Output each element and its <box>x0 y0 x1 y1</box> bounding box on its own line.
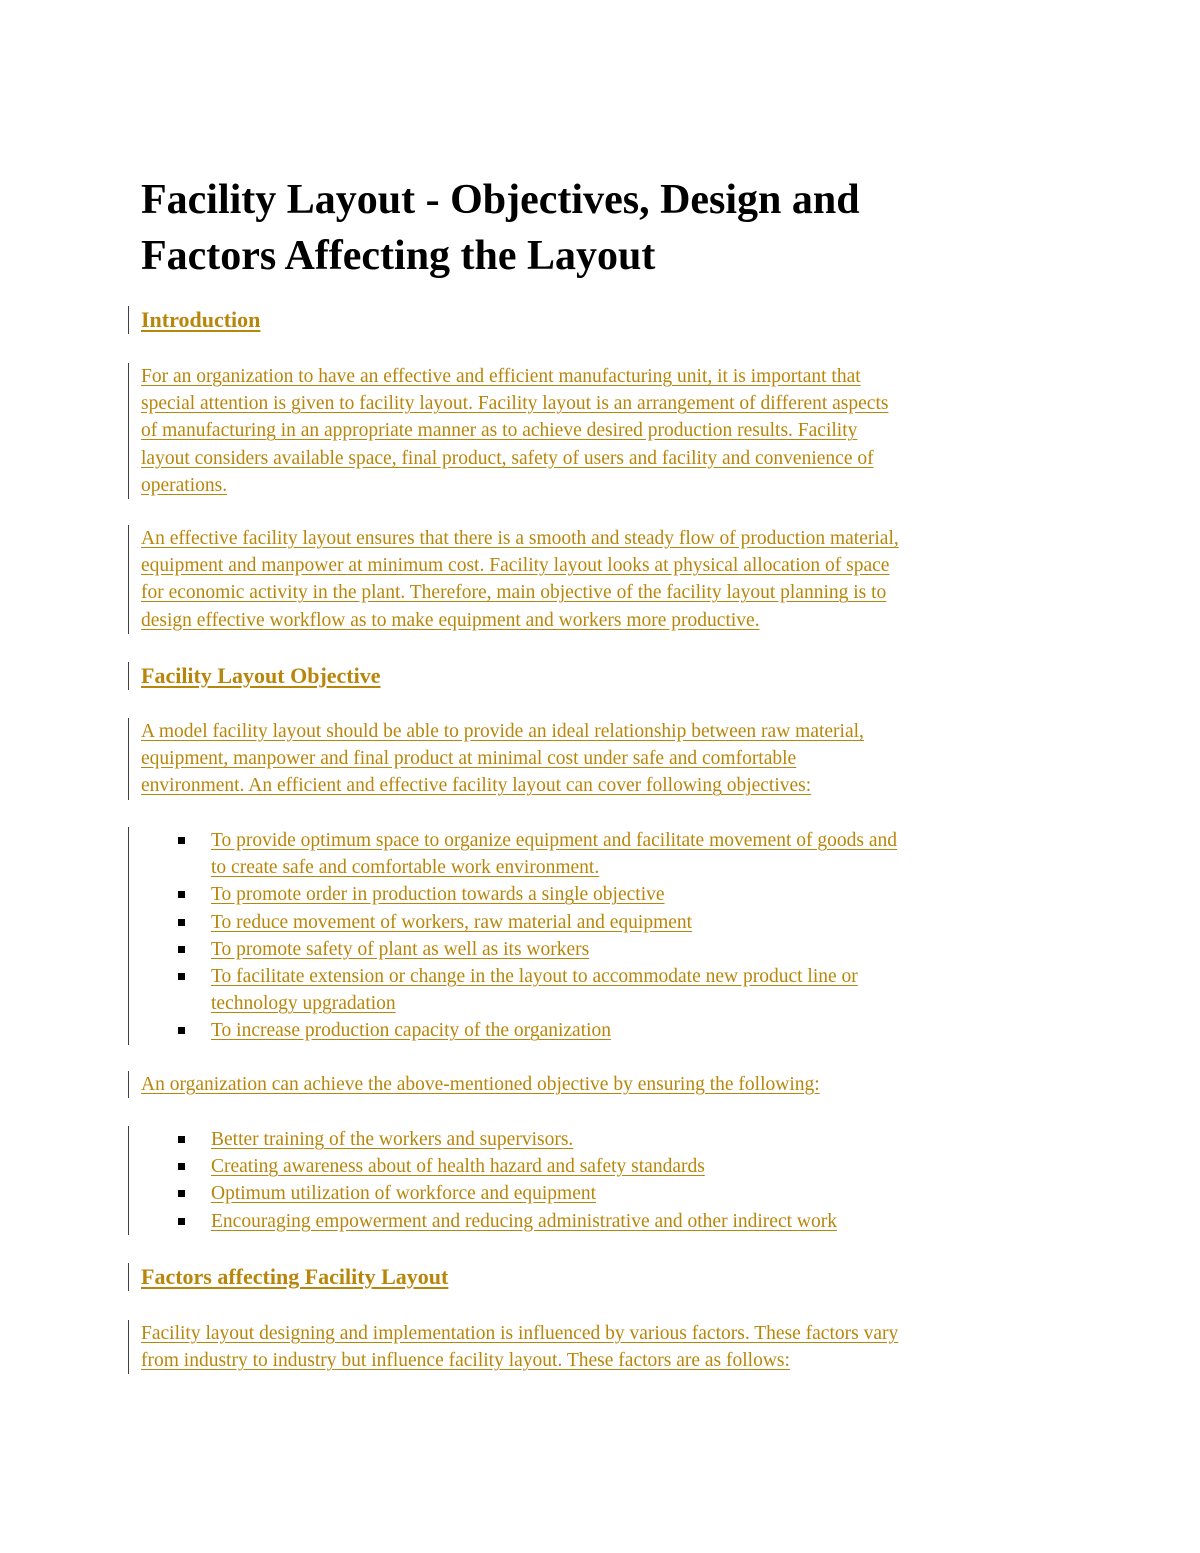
list-item-line: To promote order in production towards a single objective <box>211 884 665 906</box>
factors-section-heading <box>141 1263 1076 1291</box>
list-item-line: technology upgradation <box>211 993 396 1015</box>
square-bullet-icon <box>178 1163 185 1170</box>
paragraph-line: An organization can achieve the above-mentioned objective by ensuring the following: <box>141 1074 820 1095</box>
document-title <box>141 172 1041 284</box>
paragraph-line: For an organization to have an effective and efficient manufacturing unit, it is important that <box>141 366 861 387</box>
square-bullet-icon <box>178 1190 185 1197</box>
paragraph-line: equipment and manpower at minimum cost. Facility layout looks at physical allocation of space <box>141 555 890 577</box>
square-bullet-icon <box>178 1027 185 1034</box>
list-item-line: To facilitate extension or change in the layout to accommodate new product line or <box>211 966 858 988</box>
paragraph-line: of manufacturing in an appropriate manner as to achieve desired production results. Facility <box>141 420 858 442</box>
list-item-line: To promote safety of plant as well as its workers <box>211 938 590 960</box>
list-item <box>141 936 1076 963</box>
list-item-link[interactable] <box>211 909 1076 936</box>
list-item <box>141 1180 1076 1207</box>
objective-section-heading <box>141 662 1076 690</box>
paragraph-line: layout considers available space, final product, safety of users and facility and convenience of <box>141 447 874 469</box>
square-bullet-icon <box>178 1136 185 1143</box>
revision-bar <box>128 306 129 334</box>
paragraph-text[interactable] <box>141 1320 1076 1374</box>
heading-factors-affecting-facility-layout[interactable]: Factors affecting Facility Layout <box>141 1264 449 1289</box>
paragraph-line: equipment, manpower and final product at minimal cost under safe and comfortable <box>141 748 797 770</box>
list-item-link[interactable]: Optimum utilization of workforce and equipment <box>211 1183 597 1205</box>
objectives-list <box>141 827 1076 1045</box>
list-item-line: To increase production capacity of the organization <box>211 1020 612 1042</box>
list-item-link[interactable] <box>211 881 1076 908</box>
list-item <box>141 1153 1076 1180</box>
achieve-paragraph <box>141 1071 1076 1098</box>
list-item <box>141 909 1076 936</box>
list-item-link[interactable]: Encouraging empowerment and reducing administrative and other indirect work <box>211 1210 837 1232</box>
list-item <box>141 881 1076 908</box>
title-line-2: Factors Affecting the Layout <box>141 233 656 279</box>
paragraph-text[interactable] <box>141 1071 1076 1098</box>
list-item-line: to create safe and comfortable work environment. <box>211 857 600 879</box>
square-bullet-icon <box>178 946 185 953</box>
revision-bar <box>128 1071 129 1098</box>
title-line-1: Facility Layout - Objectives, Design and <box>141 177 860 223</box>
list-item-link[interactable] <box>211 963 1076 1017</box>
revision-bar <box>128 662 129 690</box>
list-item-link[interactable]: Better training of the workers and supervisors. <box>211 1129 574 1150</box>
introduction-section-heading <box>141 306 1076 334</box>
paragraph-line: Facility layout designing and implementation is influenced by various factors. These factors vary <box>141 1323 899 1344</box>
square-bullet-icon <box>178 919 185 926</box>
list-item-link[interactable]: Creating awareness about of health hazard and safety standards <box>211 1156 705 1178</box>
intro-paragraph-2 <box>141 525 1076 634</box>
paragraph-line: operations. <box>141 474 228 496</box>
paragraph-line: from industry to industry but influence facility layout. These factors are as follows: <box>141 1350 790 1372</box>
square-bullet-icon <box>178 1218 185 1225</box>
paragraph-line: environment. An efficient and effective facility layout can cover following objectives: <box>141 775 812 797</box>
paragraph-line: An effective facility layout ensures that there is a smooth and steady flow of production material, <box>141 528 899 549</box>
paragraph-text[interactable] <box>141 718 1076 800</box>
heading-facility-layout-objective[interactable]: Facility Layout Objective <box>141 663 381 688</box>
achieve-list-block <box>141 1126 1076 1235</box>
factors-paragraph <box>141 1320 1076 1374</box>
list-item-link[interactable] <box>211 827 1076 881</box>
paragraph-line: design effective workflow as to make equipment and workers more productive. <box>141 609 760 631</box>
intro-paragraph-1 <box>141 363 1076 499</box>
list-item <box>141 1017 1076 1044</box>
list-item-line: To provide optimum space to organize equipment and facilitate movement of goods and <box>211 830 898 851</box>
list-item <box>141 1208 1076 1235</box>
revision-bar <box>128 1320 129 1374</box>
objective-intro-paragraph <box>141 718 1076 800</box>
paragraph-line: for economic activity in the plant. Therefore, main objective of the facility layout planning is to <box>141 582 887 604</box>
revision-bar <box>128 827 129 1045</box>
square-bullet-icon <box>178 973 185 980</box>
revision-bar <box>128 718 129 800</box>
paragraph-line: special attention is given to facility layout. Facility layout is an arrangement of different aspects <box>141 393 889 415</box>
revision-bar <box>128 1263 129 1291</box>
list-item-link[interactable] <box>211 936 1076 963</box>
revision-bar <box>128 525 129 634</box>
paragraph-line: A model facility layout should be able to provide an ideal relationship between raw material, <box>141 721 864 742</box>
objectives-list-block <box>141 827 1076 1045</box>
list-item <box>141 1126 1076 1153</box>
achieve-list <box>141 1126 1076 1235</box>
list-item-link[interactable] <box>211 1017 1076 1044</box>
heading-introduction[interactable]: Introduction <box>141 307 261 332</box>
revision-bar <box>128 1126 129 1235</box>
list-item <box>141 827 1076 881</box>
square-bullet-icon <box>178 837 185 844</box>
revision-bar <box>128 363 129 499</box>
list-item <box>141 963 1076 1017</box>
list-item-line: To reduce movement of workers, raw material and equipment <box>211 911 693 933</box>
square-bullet-icon <box>178 891 185 898</box>
paragraph-text[interactable] <box>141 525 1076 634</box>
paragraph-text[interactable] <box>141 363 1076 499</box>
